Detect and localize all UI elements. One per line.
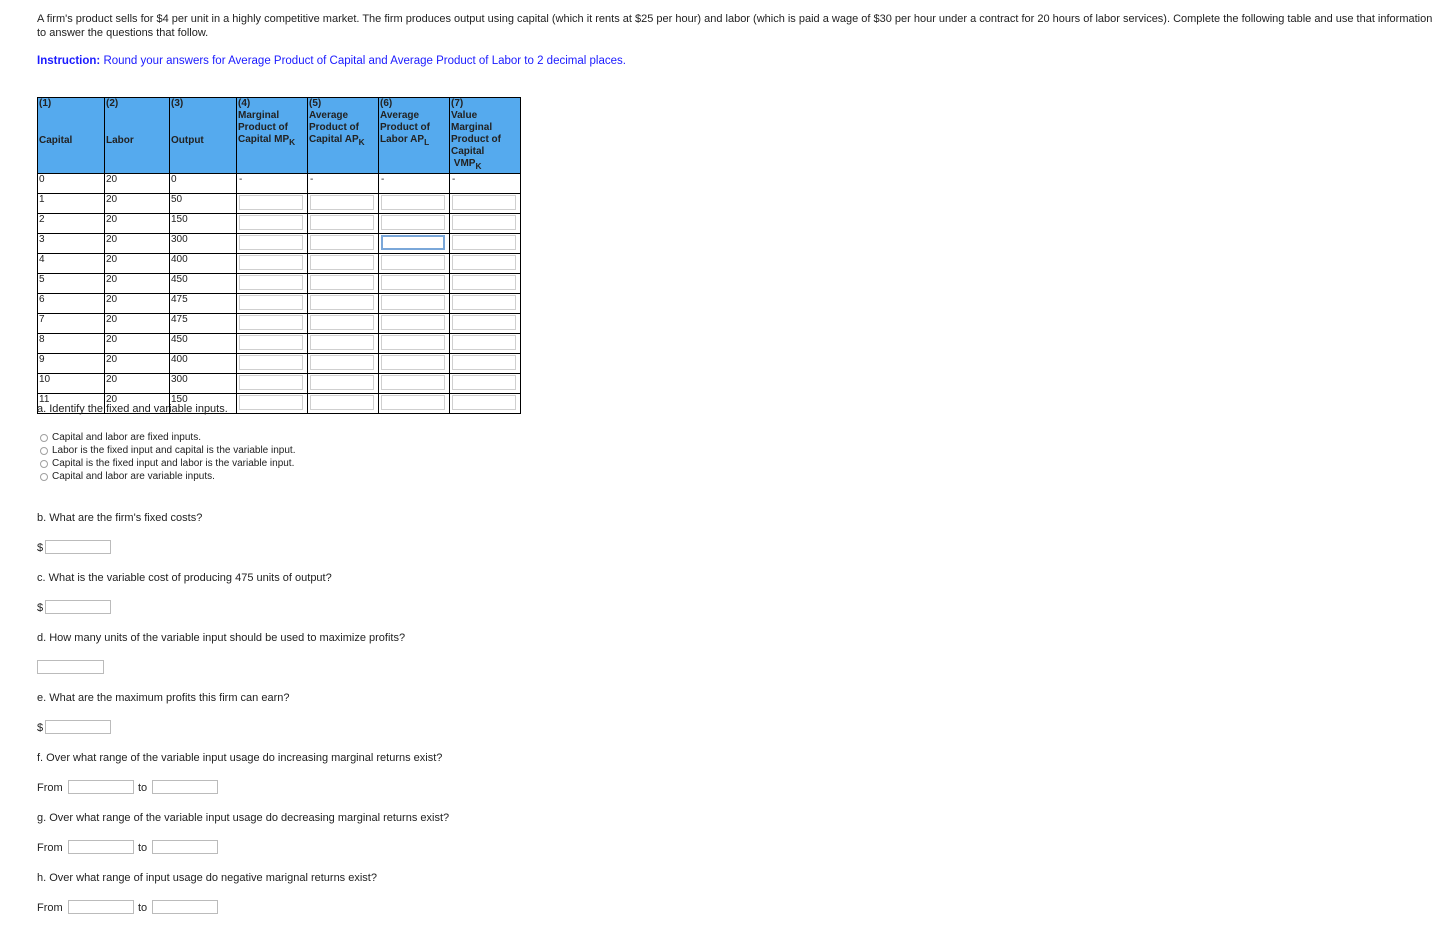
radio-option[interactable] [40,444,296,457]
cell-apk-input[interactable] [310,275,374,290]
answer-h-from-input[interactable] [68,900,134,914]
cell-apl-input[interactable] [381,195,445,210]
radio-label: Capital is the fixed input and labor is the variable input. [52,458,295,469]
cell-vmpk-input[interactable] [452,355,516,370]
cell-capital: 2 [38,214,105,234]
cell-mpk-input[interactable] [239,295,303,310]
cell-apl[interactable] [379,354,450,374]
table-row [38,334,521,354]
cell-vmpk[interactable] [450,294,521,314]
col-header-capital: Capital [38,109,105,174]
cell-apk[interactable] [308,394,379,414]
cell-apl-input[interactable] [381,335,445,350]
cell-mpk[interactable] [237,214,308,234]
question-d: d. How many units of the variable input should be used to maximize profits? [37,632,406,644]
cell-vmpk-input[interactable] [452,215,516,230]
cell-vmpk[interactable] [450,254,521,274]
question-a: a. Identify the fixed and variable inputs. [37,403,228,415]
cell-mpk-input[interactable] [239,315,303,330]
cell-vmpk-input[interactable] [452,315,516,330]
col-num-7: (7) [450,98,521,110]
cell-vmpk[interactable] [450,274,521,294]
cell-output: 450 [170,334,237,354]
cell-labor: 20 [105,354,170,374]
cell-vmpk-input[interactable] [452,295,516,310]
cell-labor: 20 [105,174,170,194]
cell-vmpk[interactable] [450,394,521,414]
cell-output: 450 [170,274,237,294]
cell-vmpk-input[interactable] [452,255,516,270]
cell-apk-input[interactable] [310,195,374,210]
answer-d-input[interactable] [37,660,104,674]
cell-apl[interactable] [379,294,450,314]
instruction-text: Round your answers for Average Product of Capital and Average Product of Labor to 2 decimal places. [100,55,626,67]
dollar-sign: $ [37,542,44,554]
cell-apk[interactable] [308,254,379,274]
cell-labor: 20 [105,214,170,234]
cell-apl[interactable] [379,194,450,214]
radio-option[interactable] [40,457,296,470]
cell-apl-input[interactable] [381,255,445,270]
cell-mpk-input[interactable] [239,255,303,270]
cell-capital: 0 [38,174,105,194]
cell-apk[interactable] [308,294,379,314]
cell-apl[interactable] [379,234,450,254]
intro-text: A firm's product sells for $4 per unit in a highly competitive market. The firm produces output using capital (which it rents at $25 per hour) and labor (which is paid a wage of $30 per hour under a contract for 20 hours of labor services). Complete the following table and use that information to answer the questions that follow. [37,13,1433,39]
radio-icon[interactable] [40,447,48,455]
cell-capital: 3 [38,234,105,254]
cell-capital: 6 [38,294,105,314]
radio-label: Capital and labor are fixed inputs. [52,432,201,443]
radio-option[interactable] [40,470,296,483]
cell-labor: 20 [105,194,170,214]
cell-vmpk[interactable] [450,234,521,254]
answer-g-to-input[interactable] [152,840,218,854]
cell-mpk-input[interactable] [239,355,303,370]
cell-mpk[interactable] [237,194,308,214]
cell-mpk[interactable] [237,394,308,414]
answer-f-from-input[interactable] [68,780,134,794]
col-num-5: (5) [308,98,379,110]
cell-mpk [237,174,308,194]
cell-apl [379,174,450,194]
cell-apk-input[interactable] [310,295,374,310]
answer-b-input[interactable] [45,540,111,554]
cell-apl-input[interactable] [381,355,445,370]
cell-vmpk-input[interactable] [452,375,516,390]
cell-apk[interactable] [308,374,379,394]
answer-h-to-input[interactable] [152,900,218,914]
cell-output: 475 [170,294,237,314]
cell-capital: 5 [38,274,105,294]
question-g: g. Over what range of the variable input usage do decreasing marginal returns exist? [37,812,450,824]
answer-c-input[interactable] [45,600,111,614]
cell-apk-input[interactable] [310,335,374,350]
cell-mpk-input[interactable] [239,395,303,410]
cell-apk[interactable] [308,334,379,354]
cell-mpk-input[interactable] [239,335,303,350]
col-header-mpk: Marginal Product of Capital $MP_K$ [237,109,308,174]
cell-output: 50 [170,194,237,214]
radio-option[interactable] [40,431,296,444]
col-num-6: (6) [379,98,450,110]
cell-mpk[interactable] [237,374,308,394]
from-label: From [37,902,63,914]
col-header-apl: Average Product of Labor $AP_L$ [379,109,450,174]
cell-apk-input[interactable] [310,235,374,250]
to-label: to [138,782,148,794]
radio-icon[interactable] [40,434,48,442]
answer-e-input[interactable] [45,720,111,734]
cell-apk[interactable] [308,274,379,294]
cell-vmpk-input[interactable] [452,195,516,210]
col-header-vmpk: Value Marginal Product of Capital $VMP_K$ [450,109,521,174]
col-header-output: Output [170,109,237,174]
col-num-4: (4) [237,98,308,110]
cell-vmpk[interactable] [450,194,521,214]
cell-capital: 1 [38,194,105,214]
cell-vmpk-input[interactable] [452,395,516,410]
instruction [37,55,626,67]
radio-label: Labor is the fixed input and capital is the variable input. [52,445,296,456]
cell-vmpk[interactable] [450,334,521,354]
dollar-sign: $ [37,722,44,734]
cell-vmpk[interactable] [450,354,521,374]
radio-label: Capital and labor are variable inputs. [52,471,215,482]
instruction-label: Instruction: [37,55,101,67]
cell-capital: 4 [38,254,105,274]
cell-mpk-input[interactable] [239,275,303,290]
col-num-2: (2) [105,98,170,110]
cell-labor: 20 [105,254,170,274]
cell-vmpk[interactable] [450,314,521,334]
dash-placeholder: - [452,174,456,185]
cell-mpk-input[interactable] [239,235,303,250]
col-header-labor: Labor [105,109,170,174]
cell-vmpk-input[interactable] [452,275,516,290]
cell-apl[interactable] [379,214,450,234]
cell-apk [308,174,379,194]
cell-apl-input[interactable] [381,215,445,230]
cell-labor: 20 [105,314,170,334]
cell-labor: 20 [105,374,170,394]
question-b: b. What are the firm's fixed costs? [37,512,203,524]
radio-icon[interactable] [40,460,48,468]
cell-apk-input[interactable] [310,315,374,330]
table-row [38,314,521,334]
table-row [38,234,521,254]
cell-labor: 20 [105,294,170,314]
cell-labor: 20 [105,394,170,414]
dollar-sign: $ [37,602,44,614]
cell-apl[interactable] [379,274,450,294]
cell-mpk[interactable] [237,334,308,354]
dash-placeholder: - [239,174,243,185]
table-row [38,214,521,234]
col-num-3: (3) [170,98,237,110]
cell-mpk[interactable] [237,274,308,294]
from-label: From [37,782,63,794]
cell-apk[interactable] [308,214,379,234]
question-h: h. Over what range of input usage do negative marignal returns exist? [37,872,377,884]
cell-vmpk[interactable] [450,374,521,394]
cell-output: 300 [170,374,237,394]
radio-icon[interactable] [40,473,48,481]
table-row [38,374,521,394]
question-c: c. What is the variable cost of producing 475 units of output? [37,572,332,584]
cell-apl-input[interactable] [381,275,445,290]
cell-apk-input[interactable] [310,255,374,270]
cell-mpk-input[interactable] [239,215,303,230]
cell-vmpk[interactable] [450,214,521,234]
cell-mpk[interactable] [237,294,308,314]
cell-apl[interactable] [379,314,450,334]
cell-output: 300 [170,234,237,254]
cell-labor: 20 [105,234,170,254]
cell-capital: 7 [38,314,105,334]
from-label: From [37,842,63,854]
cell-apl-input[interactable] [381,395,445,410]
cell-apl[interactable] [379,334,450,354]
table-row [38,294,521,314]
cell-output: 0 [170,174,237,194]
to-label: to [138,902,148,914]
cell-apk[interactable] [308,354,379,374]
dash-placeholder: - [310,174,314,185]
cell-capital: 9 [38,354,105,374]
table-row [38,174,521,194]
cell-mpk[interactable] [237,354,308,374]
cell-mpk-input[interactable] [239,375,303,390]
cell-capital: 11 [38,394,105,414]
question-f: f. Over what range of the variable input usage do increasing marginal returns exist? [37,752,443,764]
table-row [38,354,521,374]
cell-apk-input[interactable] [310,395,374,410]
cell-apl[interactable] [379,374,450,394]
cell-apk[interactable] [308,314,379,334]
cell-labor: 20 [105,334,170,354]
cell-apl-input[interactable] [381,235,445,250]
cell-capital: 8 [38,334,105,354]
table-row [38,194,521,214]
cell-mpk-input[interactable] [239,195,303,210]
answer-f-to-input[interactable] [152,780,218,794]
col-num-1: (1) [38,98,105,110]
cell-vmpk-input[interactable] [452,235,516,250]
question-e: e. What are the maximum profits this firm can earn? [37,692,290,704]
table-row [38,274,521,294]
cell-output: 475 [170,314,237,334]
cell-labor: 20 [105,274,170,294]
radio-group-a [40,431,296,483]
cell-output: 150 [170,394,237,414]
cell-apk[interactable] [308,194,379,214]
cell-apl-input[interactable] [381,375,445,390]
cell-mpk[interactable] [237,254,308,274]
col-header-apk: Average Product of Capital $AP_K$ [308,109,379,174]
production-table [37,97,521,414]
cell-apk-input[interactable] [310,375,374,390]
cell-apk-input[interactable] [310,215,374,230]
dash-placeholder: - [381,174,385,185]
cell-vmpk [450,174,521,194]
cell-output: 150 [170,214,237,234]
cell-apk[interactable] [308,234,379,254]
cell-apl-input[interactable] [381,315,445,330]
cell-vmpk-input[interactable] [452,335,516,350]
cell-mpk[interactable] [237,314,308,334]
to-label: to [138,842,148,854]
cell-apl[interactable] [379,254,450,274]
cell-output: 400 [170,354,237,374]
answer-g-from-input[interactable] [68,840,134,854]
cell-apl[interactable] [379,394,450,414]
table-row [38,254,521,274]
cell-capital: 10 [38,374,105,394]
cell-mpk[interactable] [237,234,308,254]
cell-apl-input[interactable] [381,295,445,310]
cell-output: 400 [170,254,237,274]
cell-apk-input[interactable] [310,355,374,370]
